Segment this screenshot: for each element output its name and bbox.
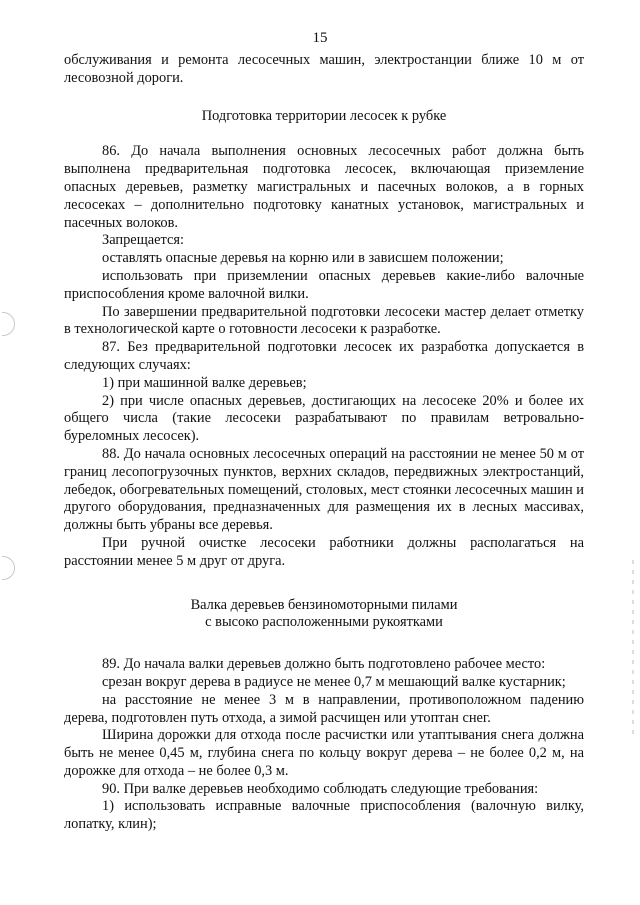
paragraph: 1) при машинной валке деревьев; xyxy=(102,374,307,391)
section-heading: Подготовка территории лесосек к рубке xyxy=(201,107,447,124)
scan-edge-shadow xyxy=(632,560,634,740)
paragraph: 87. Без предварительной подготовки лесосек их разработка допускается в следующих случаях: xyxy=(64,339,584,373)
paragraph: 89. До начала валки деревьев должно быть подготовлено рабочее место: xyxy=(102,656,546,673)
paragraph: срезан вокруг дерева в радиусе не менее 0,7 м мешающий валке кустарник; xyxy=(102,673,566,690)
punch-hole-mark xyxy=(2,556,15,580)
paragraph: 1) использовать исправные валочные приспособления (валочную вилку, лопатку, клин); xyxy=(64,798,584,833)
paragraph: Запрещается: xyxy=(102,232,185,249)
paragraph: использовать при приземлении опасных деревьев какие-либо валочные приспособления кроме валочной вилки. xyxy=(64,267,584,302)
paragraph: При ручной очистке лесосеки работники должны располагаться на расстоянии менее 5 м друг от друга. xyxy=(64,534,584,569)
document-body xyxy=(64,52,584,834)
page-number: 15 xyxy=(312,30,328,46)
punch-hole-mark xyxy=(2,312,15,336)
paragraph: обслуживания и ремонта лесосечных машин, электростанции ближе 10 м от лесовозной дороги. xyxy=(64,52,584,86)
paragraph: 88. До начала основных лесосечных операций на расстоянии не менее 50 м от границ лесопогрузочных пунктов, верхних складов, передвижных электростанций, лебедок, обогревательных помещений, столовых, мест стоянки лесосечных машин и другого оборудования, предназначенных для размещения их в лесных массивах, должны быть убраны все деревья. xyxy=(64,445,584,534)
paragraph: 90. При валке деревьев необходимо соблюдать следующие требования: xyxy=(102,780,539,797)
paragraph: 86. До начала выполнения основных лесосечных работ должна быть выполнена предварительная подготовка лесосек, включающая приземление опасных деревьев, разметку магистральных и пасечных волоков, а в горных лесосеках – дополнительно подготовку канатных установок, магистральных и пасечных волоков. xyxy=(64,143,584,231)
paragraph: на расстояние не менее 3 м в направлении, противоположном падению дерева, подготовлен путь отхода, а зимой расчищен или утоптан снег. xyxy=(64,691,584,726)
paragraph: По завершении предварительной подготовки лесосеки мастер делает отметку в технологической карте о готовности лесосеки к разработке. xyxy=(64,303,584,338)
section-heading-line-2: с высоко расположенными рукоятками xyxy=(205,614,443,631)
paragraph: Ширина дорожки для отхода после расчистки или утаптывания снега должна быть не менее 0,45 м, глубина снега по кольцу вокруг дерева – не более 0,2 м, на дорожке для отхода – не более 0,3 м. xyxy=(64,727,584,779)
paragraph: оставлять опасные деревья на корню или в зависшем положении; xyxy=(102,250,504,267)
paragraph: 2) при числе опасных деревьев, достигающих на лесосеке 20% и более их общего числа (такие лесосеки разрабатывают по правилам ветровально-буреломных лесосек). xyxy=(64,392,584,445)
section-heading-line-1: Валка деревьев бензиномоторными пилами xyxy=(190,596,458,613)
